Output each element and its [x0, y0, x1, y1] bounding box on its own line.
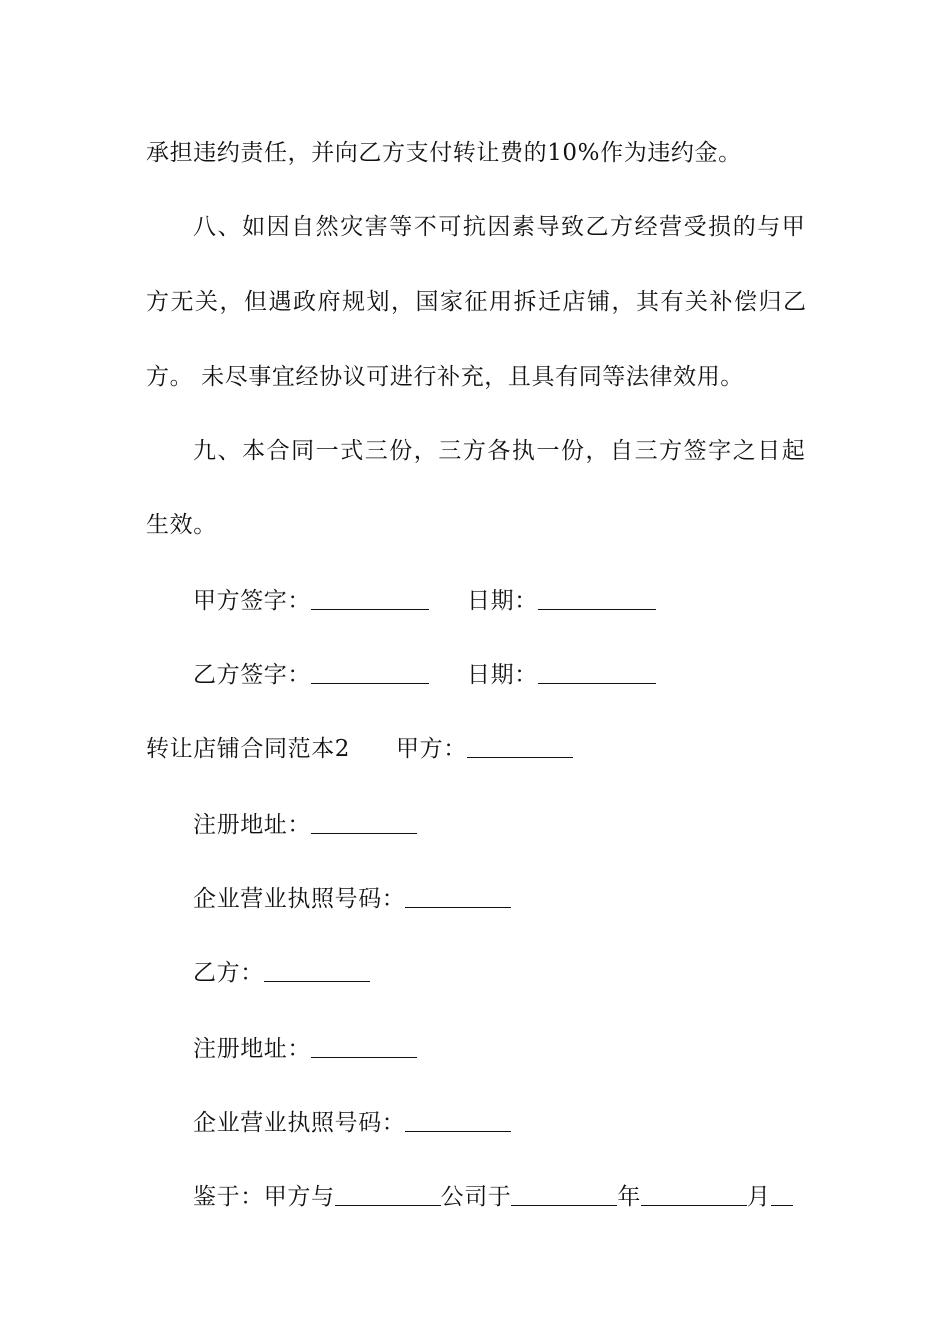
address-label: 注册地址：	[193, 812, 311, 838]
paragraph-line: 八 、 如 因 自 然 灾 害 等 不 可 抗 因 素 导 致 乙 方 经 营 受 损 的 与 甲	[193, 214, 805, 240]
whereas-month-blank[interactable]	[641, 1183, 747, 1206]
whereas-prefix: 鉴于：甲方与	[193, 1184, 335, 1210]
party-b-sign-label: 乙方签字：	[193, 662, 311, 688]
party-b-license-blank[interactable]	[405, 1109, 511, 1132]
whereas-year: 年	[617, 1184, 642, 1210]
contract2-title: 转让店铺合同范本2	[146, 736, 351, 762]
party-a-address-row	[193, 810, 417, 840]
party-a-date-blank[interactable]	[538, 587, 656, 610]
party-a-license-blank[interactable]	[405, 885, 511, 908]
paragraph-line: 承担违约责任，并向乙方支付转让费的10%作为违约金。	[146, 140, 742, 166]
party-b-address-row	[193, 1034, 417, 1064]
whereas-month: 月	[747, 1184, 771, 1210]
paragraph-line: 九 、 本 合 同 一 式 三 份 ， 三 方 各 执 一 份 ， 自 三 方 签 字 之 日 起	[193, 438, 805, 464]
party-a-address-blank[interactable]	[311, 811, 417, 834]
license-label: 企业营业执照号码：	[193, 1110, 406, 1136]
party-a-signature-row	[193, 586, 656, 616]
whereas-party-blank[interactable]	[335, 1183, 441, 1206]
party-a-license-row	[193, 884, 511, 914]
address-label: 注册地址：	[193, 1036, 311, 1062]
license-label: 企业营业执照号码：	[193, 886, 406, 912]
paragraph-line: 生效。	[146, 512, 217, 538]
contract2-title-row	[146, 734, 573, 764]
party-b-signature-row	[193, 660, 656, 690]
party-a-label: 甲方：	[396, 736, 467, 762]
date-label: 日期：	[467, 662, 538, 688]
party-b-license-row	[193, 1108, 511, 1138]
party-b-address-blank[interactable]	[311, 1035, 417, 1058]
paragraph-line: 方 无 关 ， 但 遇 政 府 规 划 ， 国 家 征 用 拆 迁 店 铺 ， 其 有 关 补 偿 归 乙	[146, 289, 806, 315]
whereas-row	[193, 1182, 793, 1212]
party-b-sign-blank[interactable]	[311, 661, 429, 684]
party-b-label: 乙方：	[193, 960, 264, 986]
party-a-name-blank[interactable]	[467, 735, 573, 758]
party-a-sign-label: 甲方签字：	[193, 588, 311, 614]
whereas-year-blank[interactable]	[511, 1183, 617, 1206]
paragraph-line: 方。 未尽事宜经协议可进行补充，且具有同等法律效用。	[146, 364, 744, 390]
party-b-row	[193, 958, 370, 988]
date-label: 日期：	[467, 588, 538, 614]
party-b-date-blank[interactable]	[538, 661, 656, 684]
whereas-day-blank[interactable]	[771, 1183, 793, 1206]
whereas-company: 公司于	[440, 1184, 512, 1210]
party-b-name-blank[interactable]	[264, 959, 370, 982]
party-a-sign-blank[interactable]	[311, 587, 429, 610]
